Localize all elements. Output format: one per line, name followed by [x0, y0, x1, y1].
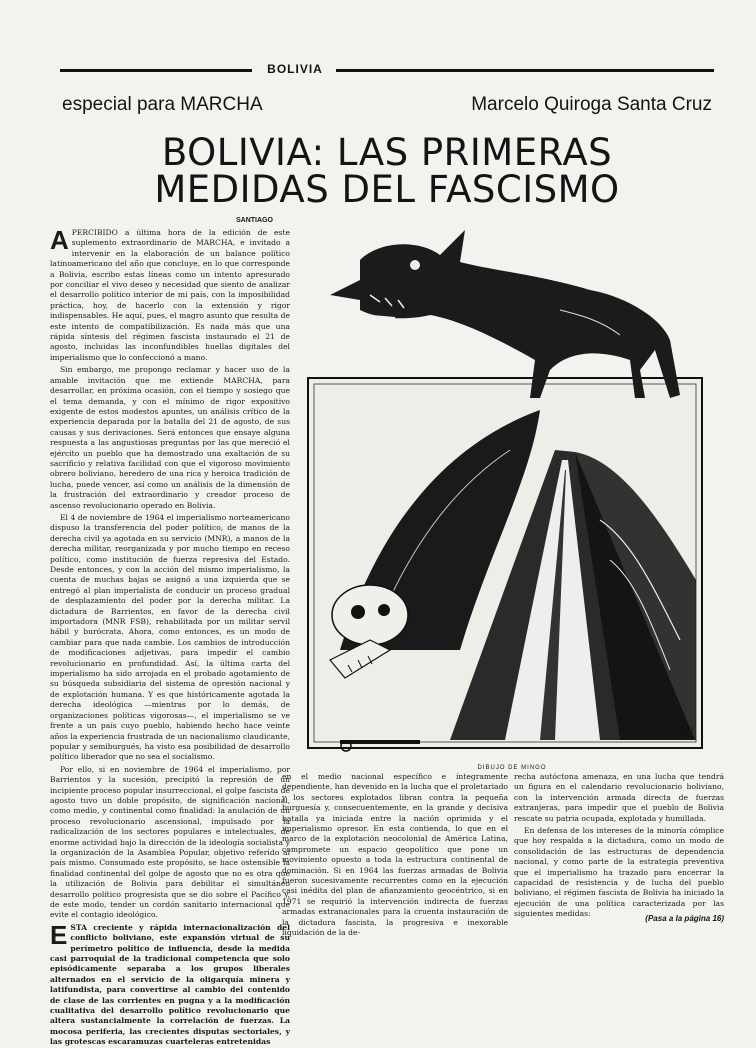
headline: [60, 131, 714, 211]
continuation-note: (Pasa a la página 16): [645, 914, 724, 923]
section-rule-left: [60, 69, 252, 72]
headline-line-1: BOLIVIA: LAS PRIMERAS: [161, 131, 613, 174]
paragraph: [50, 225, 290, 363]
drop-cap: A: [50, 225, 69, 255]
paragraph-text: STA creciente y rápida internacionalización del conflicto boliviano, este expansión virtual de su perímetro político de influencia, desde la medida casi parroquial de la tradicional competencia que solo episódicamente separaba a los grupos liberales alternados en el servicio de la oligarquía minera y latifundista, para convertirse al cambio del contenido de clase de las corrientes en pugna y a la modificación cualitativa del desarrollo político revolucionario que altera sustancialmente la correlación de fuerzas. La mocosa periferia, las crecientes disputas sectoriales, y las grotescas escaramuzas cuarteleras entretenidas: [50, 922, 290, 1047]
paragraph: El 4 de noviembre de 1964 el imperialismo norteamericano dispuso la transferencia del poder político, de manos de la derecha civil ya agotada en su servicio (MNR), a manos de la derecha militar, reorganizada y por mucho tiempo en receso político, como institución de fuerza represiva del Estado. Desde entonces, y con la acción del mismo imperialismo, la cuenta de muchas bajas se asignó a una izquierda que se entregó al plan imperialista de conducir un proceso gradual de desplazamiento del poder por la derecha militar. La dictadura de Barrientos, en favor de la derecha civil importadora (MNR FSB), rehabilitada por un militar servil hábil y burócrata. Ahora, como entonces, es un modo de cambiar para que nada cambie. Los cambios de introducción de modificaciones adjetivas, para impedir el cambio revolucionario en profundidad. Así, la última carta del imperialismo ha sido arrojada en el probado agotamiento de su búsqueda subsidiaria del sistema de opresión nacional y de explotación humana. Y es que históricamente agotada la derecha ideológica —mientras por lo demás, de organizaciones políticas vigorosas—, el imperialismo se ve frente a un país cuyo pueblo, habiendo hecho hace veinte años la experiencia frustrada de un nacionalismo claudicante, popular y semiburgués, ha visto esa posibilidad de desarrollo político liberador que no sea el socialismo.: [50, 512, 290, 762]
article-column-left: [50, 225, 290, 1047]
section-rule-right: [336, 69, 714, 72]
illustration-caption: DIBUJO DE MINGO: [477, 765, 547, 771]
byline-publication: especial para MARCHA: [62, 94, 263, 115]
framed-picture: [308, 378, 702, 751]
headline-line-2: MEDIDAS DEL FASCISMO: [154, 168, 620, 211]
wolf-figure: [330, 230, 680, 398]
paragraph: En defensa de los intereses de la minoría cómplice que hoy respalda a la dictadura, como un modo de consolidación de las estructuras de dependencia nacional, y como parte de la estrategia preventiva que el imperialismo ha trazado para encerrar la capacidad de resistencia y de lucha del pueblo boliviano, el régimen fascista de Bolivia ha iniciado la ejecución de una política caracterizada por las siguientes medidas:: [514, 826, 724, 919]
section-label: BOLIVIA: [267, 62, 323, 76]
paragraph: en el medio nacional específico e íntegramente dependiente, han devenido en la lucha que el proletariado y los sectores explotados libran contra la pequeña burguesía y, consecuentemente, en la grande y decisiva batalla ya iniciada entre la nación oprimida y el imperialismo opresor. En esta contienda, lo que en el marco de la explotación neocolonial de América Latina, compromete un espacio geopolítico que pone un movimiento opuesto a toda la estructura continental de dominación. Si en 1964 las fuerzas armadas de Bolivia fueron sucesivamente recurrentes como en la ejecución casi inédita del plan de afianzamiento geocéntrico, si en 1971 se requirió la intervención indirecta de fuerzas armadas extranacionales para la cruenta instauración de la dictadura fascista, la progresiva e inexorable liquidación de la de-: [282, 772, 508, 938]
dateline: SANTIAGO: [236, 217, 273, 224]
section-header: [60, 62, 714, 78]
illustration: [300, 220, 720, 760]
paragraph: Por ello, si en noviembre de 1964 el imperialismo, por Barrientos y la sucesión, precipitó la represión de un incipiente proceso popular insurreccional, el golpe fascista de agosto tuvo un doble propósito, de significación nacional, como medio, y continental como finalidad: la anulación de un proceso revolucionario ascensional, impulsado por la radicalización de los sectores populares e intelectuales, de enorme actividad bajo la dirección de la ideología socialista y la organización de la Asamblea Popular, objetivo referido al país mismo. Consumado este propósito, se hace ostensible la finalidad continental del golpe de agosto que no es otra que la utilización de Bolivia para debilitar el simultáneo desarrollo político progresista que se dio sobre el Pacífico y, de este modo, tender un cordón sanitario internacional que evite el contagio ideológico.: [50, 764, 290, 920]
paragraph-text: PERCIBIDO a última hora de la edición de este suplemento extraordinario de MARCHA, e invitado a intervenir en la elaboración de un balance político latinoamericano del año que concluye, en lo que corresponde a Bolivia, escribo estas líneas como un intento apresurado por conciliar el vivo deseo y necesidad que siento de analizar el desarrollo político interior de mi país, con la imposibilidad práctica, hoy, de hacerlo con la extensión y rigor indispensables. He aquí, pues, el magro asunto que resulta de este intento de compatibilización. Es nada más que una rápida síntesis del régimen fascista instaurado el 21 de agosto, incluidas las inconfundibles huellas digitales del imperialismo que lo confeccionó a mano.: [50, 228, 290, 362]
paragraph: Sin embargo, me propongo reclamar y hacer uso de la amable invitación que me extiende MARCHA, para desarrollar, en próxima ocasión, con el tiempo y sosiego que el tema demanda, y con el mínimo de rigor expositivo exigente de estos modestos apuntes, un análisis crítico de la experiencia deparada por la batalla del 21 de agosto, de sus causas y sus derivaciones. Será entonces que ensaye alguna respuesta a las angustiosas preguntas por las que mereció el ejército un pueblo que ha demostrado una exaltación de su sacrificio y relativa facilidad con que el vigoroso movimiento obrero boliviano, heredero de una rica y heroica tradición de lucha, puede vencer, así como un análisis de la dimensión de la frustración del extraordinario y creador proceso de ascenso revolucionario operado en Bolivia.: [50, 365, 290, 510]
drop-cap: E: [50, 919, 68, 950]
byline-author: Marcelo Quiroga Santa Cruz: [471, 94, 712, 115]
article-column-middle: [282, 772, 508, 938]
artist-signature: Mingo: [670, 724, 694, 734]
paragraph: recha autóctona amenaza, en una lucha que tendrá un figura en el calendario revolucionario boliviano, con la intervención armada directa de fuerzas extranjeras, para impedir que el pueblo de Bolivia rescate su patria ocupada, explotada y humillada.: [514, 772, 724, 823]
paragraph: [50, 919, 290, 1048]
